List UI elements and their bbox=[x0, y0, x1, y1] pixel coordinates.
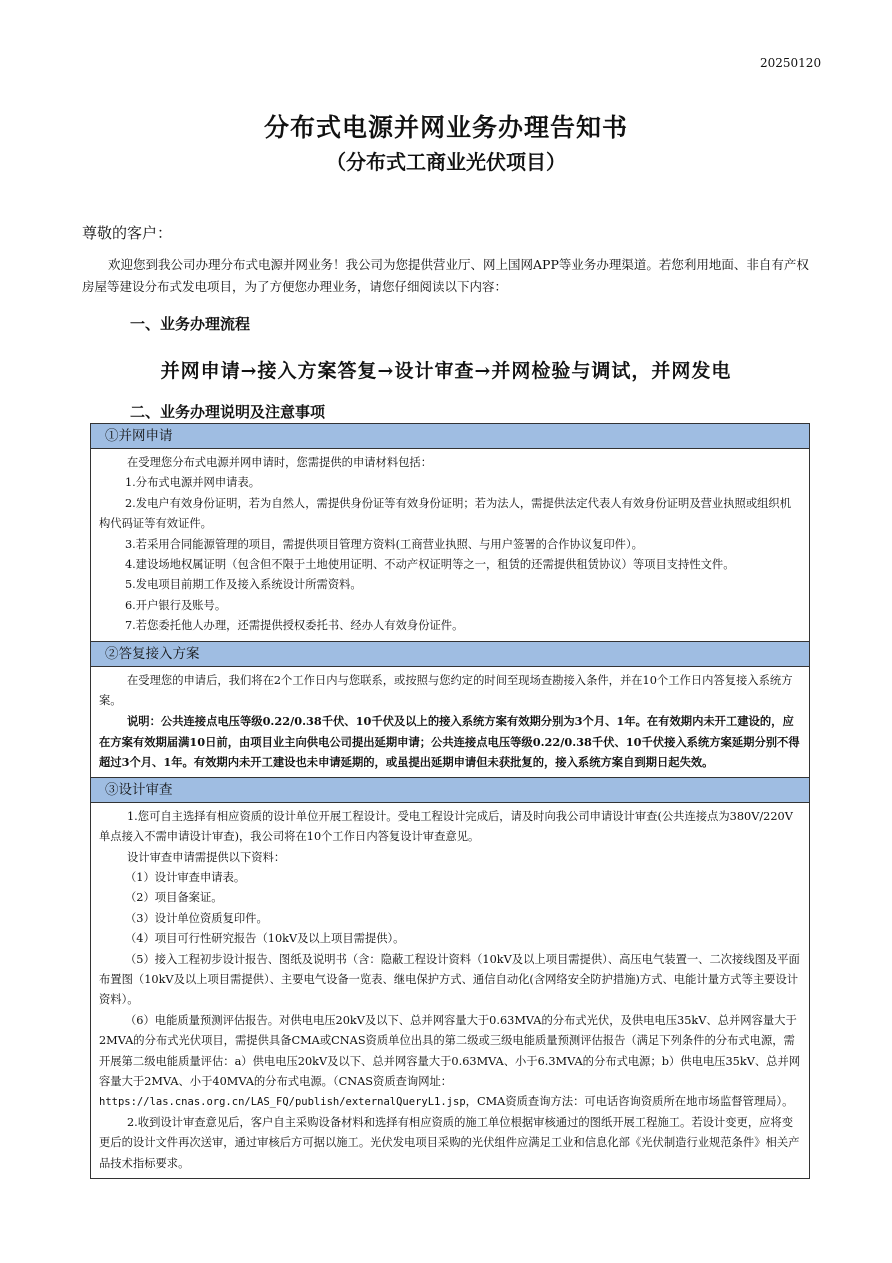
section-heading-process: 一、业务办理流程 bbox=[130, 315, 251, 333]
step3-item: （6）电能质量预测评估报告。对供电电压20kV及以下、总并网容量大于0.63MVA的分布式光伏，及供电电压35kV、总并网容量大于2MVA的分布式光伏项目，需提供具备CMA或CNAS资质单位出具的第二级或三级电能质量预测评估报告（满足下列条件的分布式电源，需开展第二级电能质量评估：a）供电电压20kV及以下、总并网容量大于0.63MVA、小于6.3MVA的分布式电源；b）供电电压35kV、总并网容量大于2MVA、小于40MVA的分布式电源。（CNAS资质查询网址： bbox=[99, 1013, 801, 1088]
step1-lead: 在受理您分布式电源并网申请时，您需提供的申请材料包括： bbox=[127, 456, 433, 469]
document-number: 20250120 bbox=[760, 56, 822, 70]
step3-item: （5）接入工程初步设计报告、图纸及说明书（含：隐蔽工程设计资料（10kV及以上项目需提供）、高压电气装置一、二次接线图及平面布置图（10kV及以上项目需提供）、主要电气设备一览表、继电保护方式、通信自动化(含网络安全防护措施)方式、电能计量方式等主要设计资料）。 bbox=[99, 952, 800, 1007]
notes-table bbox=[90, 423, 810, 1179]
step1-item: 7.若您委托他人办理，还需提供授权委托书、经办人有效身份证件。 bbox=[125, 619, 464, 633]
step2-body bbox=[91, 667, 809, 778]
step1-header: ①并网申请 bbox=[91, 424, 809, 449]
intro-paragraph: 欢迎您到我公司办理分布式电源并网业务！我公司为您提供营业厅、网上国网APP等业务办理渠道。若您利用地面、非自有产权房屋等建设分布式发电项目，为了方便您办理业务，请您仔细阅读以下内容： bbox=[82, 257, 809, 294]
cnas-url-line bbox=[99, 1092, 801, 1112]
step3-item: （2）项目备案证。 bbox=[125, 891, 223, 905]
step1-item: 1.分布式电源并网申请表。 bbox=[125, 476, 261, 490]
step3-item: （4）项目可行性研究报告（10kV及以上项目需提供）。 bbox=[125, 932, 405, 946]
step1-item: 3.若采用合同能源管理的项目，需提供项目管理方资料(工商营业执照、与用户签署的合作协议复印件）。 bbox=[125, 537, 643, 551]
document-subtitle: （分布式工商业光伏项目） bbox=[326, 150, 566, 174]
step1-item: 6.开户银行及账号。 bbox=[125, 598, 227, 612]
greeting: 尊敬的客户： bbox=[82, 224, 173, 242]
step2-text: 在受理您的申请后，我们将在2个工作日内与您联系，或按照与您约定的时间至现场查勘接入条件，并在10个工作日内答复接入系统方案。 bbox=[99, 673, 793, 708]
cnas-query-link[interactable]: https://las.cnas.org.cn/LAS_FQ/publish/externalQueryL1.jsp bbox=[99, 1096, 466, 1109]
step2-note: 说明：公共连接点电压等级0.22/0.38千伏、10千伏及以上的接入系统方案有效期分别为3个月、1年。在有效期内未开工建设的，应在方案有效期届满10日前，由项目业主向供电公司提出延期申请；公共连接点电压等级0.22/0.38千伏、10千伏接入系统方案延期分别不得超过3个月、1年。有效期内未开工建设也未申请延期的，或虽提出延期申请但未获批复的，接入系统方案自到期日起失效。 bbox=[99, 714, 800, 770]
step3-item: （3）设计单位资质复印件。 bbox=[125, 911, 268, 925]
step3-paragraph-2: 2.收到设计审查意见后，客户自主采购设备材料和选择有相应资质的施工单位根据审核通过的图纸开展工程施工。若设计变更，应将变更后的设计文件再次送审，通过审核后方可据以施工。光伏发电项目采购的光伏组件应满足工业和信息化部《光伏制造行业规范条件》相关产品技术指标要求。 bbox=[99, 1115, 800, 1170]
step3-body bbox=[91, 803, 809, 1178]
section-heading-notes: 二、业务办理说明及注意事项 bbox=[130, 403, 326, 421]
document-title: 分布式电源并网业务办理告知书 bbox=[263, 113, 628, 142]
step1-body bbox=[91, 449, 809, 642]
step3-item: （1）设计审查申请表。 bbox=[125, 870, 246, 884]
step2-header: ②答复接入方案 bbox=[91, 642, 809, 667]
step1-item: 5.发电项目前期工作及接入系统设计所需资料。 bbox=[125, 578, 362, 592]
step3-header: ③设计审查 bbox=[91, 778, 809, 803]
cma-query-text: ，CMA资质查询方法：可电话咨询资质所在地市场监督管理局）。 bbox=[465, 1095, 794, 1109]
step3-lead: 设计审查申请需提供以下资料： bbox=[127, 850, 286, 864]
process-flow: 并网申请→接入方案答复→设计审查→并网检验与调试，并网发电 bbox=[160, 360, 732, 382]
step1-item: 4.建设场地权属证明（包含但不限于土地使用证明、不动产权证明等之一，租赁的还需提供租赁协议）等项目支持性文件。 bbox=[125, 558, 735, 572]
step3-paragraph-1: 1.您可自主选择有相应资质的设计单位开展工程设计。受电工程设计完成后，请及时向我公司申请设计审查(公共连接点为380V/220V单点接入不需申请设计审查)，我公司将在10个工作日内答复设计审查意见。 bbox=[99, 809, 793, 844]
step1-item: 2.发电户有效身份证明，若为自然人，需提供身份证等有效身份证明；若为法人，需提供法定代表人有效身份证明及营业执照或组织机构代码证等有效证件。 bbox=[99, 496, 792, 531]
